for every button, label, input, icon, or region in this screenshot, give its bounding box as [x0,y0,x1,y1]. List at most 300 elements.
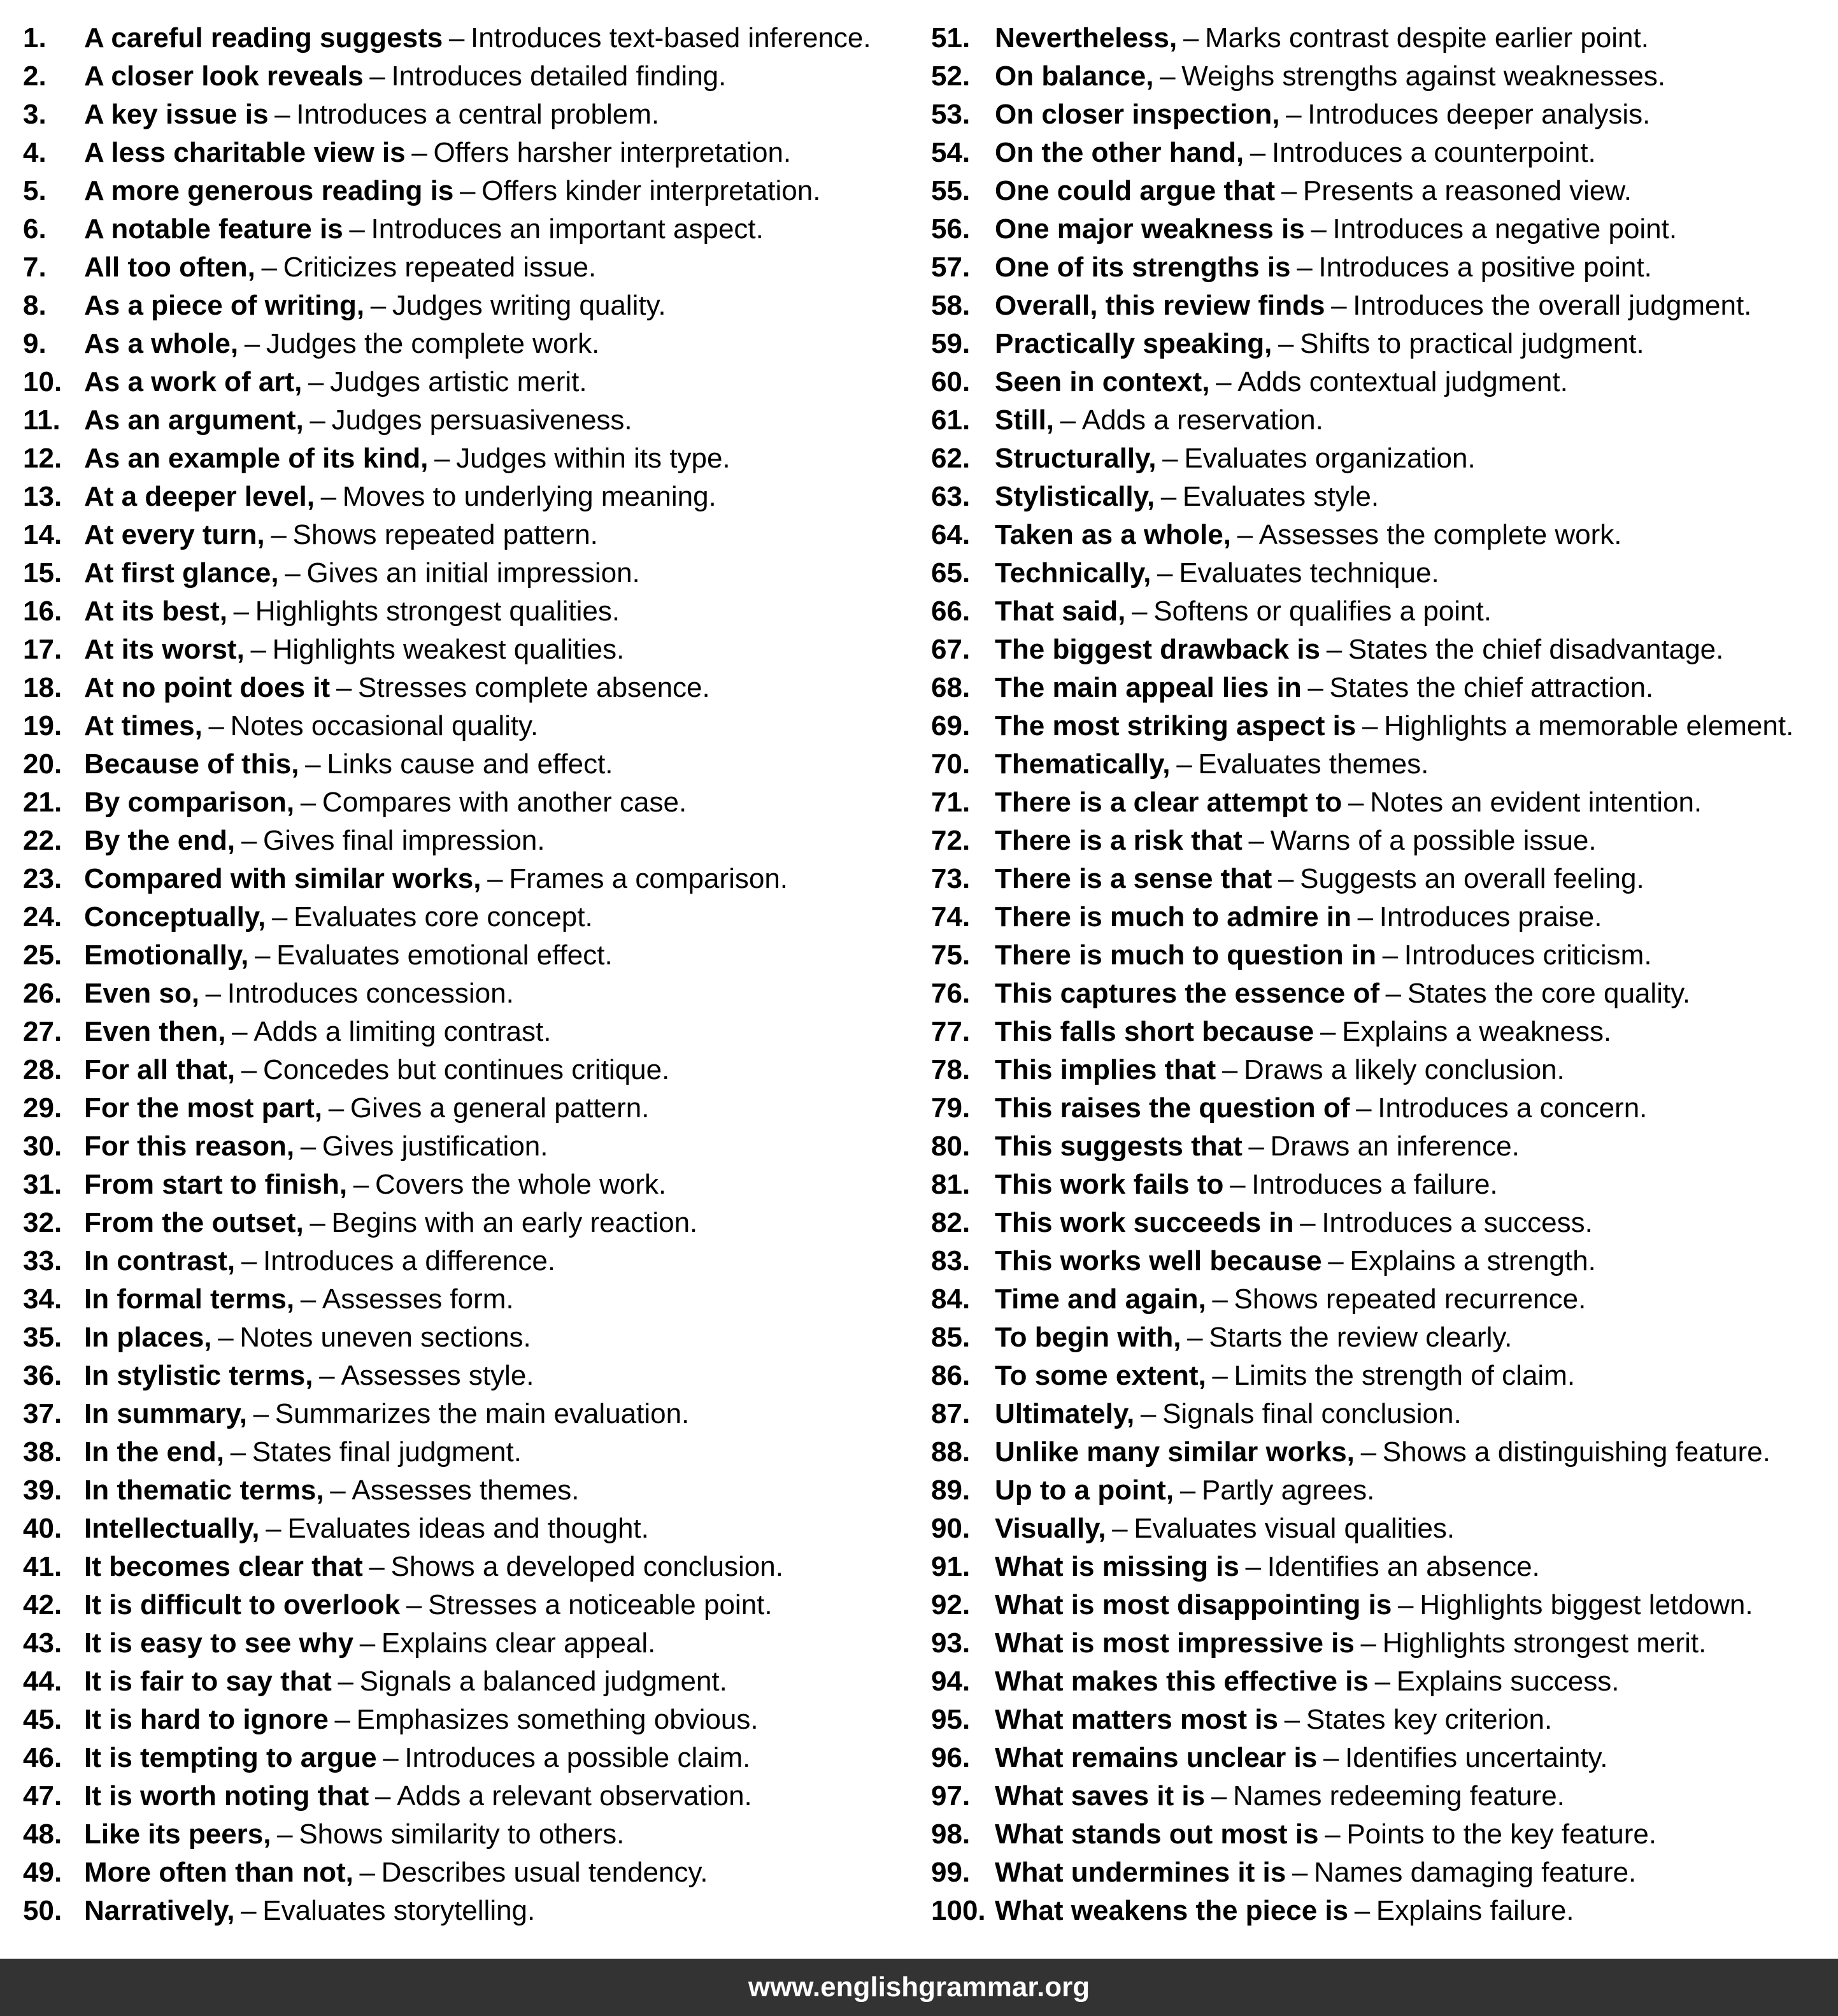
item-text [995,1089,1647,1127]
dash-separator: – [300,1131,317,1162]
list-item [23,1051,927,1089]
item-text [995,822,1597,860]
item-phrase: It becomes clear that [84,1551,363,1582]
dash-separator: – [241,1054,257,1085]
list-item [931,401,1835,440]
dash-separator: – [1112,1513,1128,1544]
list-item [23,287,927,325]
item-phrase: At every turn, [84,519,265,550]
item-phrase: For all that, [84,1054,236,1085]
item-number: 13. [23,481,62,512]
dash-separator: – [241,1245,257,1276]
item-description: Moves to underlying meaning. [342,481,716,512]
list-item [23,1739,927,1777]
item-number: 15. [23,557,62,589]
item-text [84,401,632,440]
item-number: 68. [931,672,971,703]
item-phrase: What saves it is [995,1780,1206,1812]
item-phrase: There is a clear attempt to [995,787,1343,818]
item-description: Adds contextual judgment. [1237,366,1568,397]
item-text [84,592,620,631]
item-number: 56. [931,213,971,245]
list-item [931,440,1835,478]
list-item [931,1854,1835,1892]
item-phrase: This suggests that [995,1131,1243,1162]
item-text [995,1166,1498,1204]
item-text [995,1624,1706,1662]
list-item [931,1280,1835,1319]
list-item [23,19,927,57]
list-item [23,57,927,96]
item-text [84,1166,666,1204]
item-phrase: At its best, [84,596,227,627]
item-number: 79. [931,1092,971,1124]
item-text [995,1815,1656,1854]
list-item [23,669,927,707]
item-text [995,745,1428,783]
item-number: 35. [23,1322,62,1353]
item-phrase: Even so, [84,978,199,1009]
list-item [23,936,927,975]
dash-separator: – [1157,557,1173,589]
dash-separator: – [353,1169,369,1200]
list-item [23,860,927,898]
list-item [931,1624,1835,1662]
dash-separator: – [1176,748,1192,780]
dash-separator: – [330,1475,346,1506]
item-text [84,134,791,172]
item-description: Adds a limiting contrast. [253,1016,552,1047]
item-description: Highlights strongest merit. [1382,1627,1707,1659]
list-item [23,1395,927,1433]
item-text [84,669,710,707]
item-phrase: One major weakness is [995,213,1305,245]
item-number: 26. [23,978,62,1009]
item-number: 10. [23,366,62,397]
item-number: 43. [23,1627,62,1659]
item-description: Begins with an early reaction. [331,1207,698,1238]
item-text [995,975,1690,1013]
list-item [931,478,1835,516]
item-phrase: Intellectually, [84,1513,260,1544]
list-item [23,363,927,401]
item-number: 47. [23,1780,62,1812]
item-phrase: By the end, [84,825,236,856]
item-description: Adds a relevant observation. [397,1780,752,1812]
list-item [23,1357,927,1395]
dash-separator: – [1248,825,1264,856]
item-description: Warns of a possible issue. [1270,825,1597,856]
list-column-right [931,19,1835,1930]
item-text [995,707,1793,745]
dash-separator: – [359,1857,375,1888]
item-number: 16. [23,596,62,627]
item-phrase: As a whole, [84,328,239,359]
list-item [931,96,1835,134]
item-text [995,1701,1552,1739]
item-text [84,19,871,57]
item-text [995,1127,1520,1166]
item-number: 20. [23,748,62,780]
item-description: Identifies an absence. [1267,1551,1540,1582]
list-item [931,1662,1835,1701]
list-item [931,898,1835,936]
item-number: 9. [23,328,46,359]
item-phrase: Unlike many similar works, [995,1436,1355,1468]
item-description: Partly agrees. [1201,1475,1375,1506]
item-number: 75. [931,940,971,971]
item-phrase: Conceptually, [84,901,266,933]
item-number: 46. [23,1742,62,1773]
list-item [931,1548,1835,1586]
item-phrase: By comparison, [84,787,295,818]
item-text [84,1854,708,1892]
item-text [84,1319,531,1357]
dash-separator: – [369,61,385,92]
item-phrase: What weakens the piece is [995,1895,1349,1926]
dash-separator: – [305,748,321,780]
item-description: Introduces a success. [1322,1207,1593,1238]
list-item [23,1204,927,1242]
item-number: 95. [931,1704,971,1735]
item-description: Offers harsher interpretation. [433,137,792,168]
item-phrase: Nevertheless, [995,22,1178,54]
item-description: States the chief attraction. [1329,672,1654,703]
list-item [931,325,1835,363]
item-description: Evaluates style. [1182,481,1379,512]
item-number: 72. [931,825,971,856]
item-text [995,363,1568,401]
item-description: Evaluates emotional effect. [276,940,613,971]
list-item [931,1739,1835,1777]
item-phrase: A less charitable view is [84,137,406,168]
dash-separator: – [370,290,387,321]
item-text [84,363,587,401]
item-text [995,1280,1586,1319]
dash-separator: – [359,1627,376,1659]
list-item [931,1471,1835,1510]
list-item [931,1051,1835,1089]
dash-separator: – [253,1398,269,1429]
list-item [931,287,1835,325]
item-text [84,1739,750,1777]
item-description: Introduces a concern. [1378,1092,1648,1124]
item-number: 37. [23,1398,62,1429]
item-text [84,1395,689,1433]
footer-url: www.englishgrammar.org [748,1971,1090,2003]
item-description: Suggests an overall feeling. [1300,863,1644,894]
dash-separator: – [255,940,271,971]
item-description: Introduces a failure. [1251,1169,1498,1200]
item-phrase: The most striking aspect is [995,710,1357,741]
item-phrase: Structurally, [995,443,1157,474]
item-number: 7. [23,252,46,283]
dash-separator: – [1300,1207,1316,1238]
item-phrase: Like its peers, [84,1819,271,1850]
dash-separator: – [1328,1245,1344,1276]
dash-separator: – [208,710,224,741]
item-number: 22. [23,825,62,856]
item-description: Compares with another case. [322,787,687,818]
dash-separator: – [1356,1092,1372,1124]
item-description: Introduces a possible claim. [404,1742,751,1773]
item-text [84,1013,551,1051]
item-phrase: What undermines it is [995,1857,1286,1888]
item-text [995,1548,1540,1586]
item-phrase: For this reason, [84,1131,295,1162]
item-number: 81. [931,1169,971,1200]
dash-separator: – [1281,175,1297,206]
item-phrase: As a piece of writing, [84,290,365,321]
dash-separator: – [300,787,317,818]
item-text [995,287,1751,325]
item-number: 64. [931,519,971,550]
dash-separator: – [338,1666,353,1697]
item-text [84,516,598,554]
item-description: Introduces concession. [227,978,514,1009]
item-number: 94. [931,1666,971,1697]
list-item [23,1854,927,1892]
dash-separator: – [274,99,290,130]
dash-separator: – [300,1283,317,1315]
item-phrase: Time and again, [995,1283,1206,1315]
list-item [931,1701,1835,1739]
item-description: Highlights strongest qualities. [255,596,620,627]
item-phrase: Still, [995,404,1054,436]
item-phrase: Up to a point, [995,1475,1174,1506]
item-description: Evaluates core concept. [294,901,593,933]
item-description: Introduces a counterpoint. [1271,137,1596,168]
dash-separator: – [1140,1398,1157,1429]
item-phrase: A key issue is [84,99,269,130]
item-number: 90. [931,1513,971,1544]
item-description: Judges the complete work. [266,328,600,359]
item-number: 70. [931,748,971,780]
item-description: Shows repeated pattern. [292,519,598,550]
item-phrase: In formal terms, [84,1283,295,1315]
item-phrase: To some extent, [995,1360,1206,1391]
list-item [23,210,927,248]
list-item [23,134,927,172]
item-phrase: In contrast, [84,1245,236,1276]
item-phrase: Even then, [84,1016,226,1047]
item-text [995,1892,1574,1930]
item-number: 34. [23,1283,62,1315]
item-number: 58. [931,290,971,321]
item-phrase: Thematically, [995,748,1171,780]
item-description: Limits the strength of claim. [1234,1360,1576,1391]
list-item [931,19,1835,57]
dash-separator: – [285,557,301,589]
list-item [931,1777,1835,1815]
item-number: 84. [931,1283,971,1315]
item-number: 38. [23,1436,62,1468]
item-phrase: As an argument, [84,404,304,436]
item-phrase: Practically speaking, [995,328,1272,359]
item-number: 1. [23,22,46,54]
item-number: 36. [23,1360,62,1391]
dash-separator: – [1237,519,1253,550]
list-item [931,1395,1835,1433]
item-number: 57. [931,252,971,283]
item-number: 59. [931,328,971,359]
item-description: Evaluates technique. [1179,557,1439,589]
item-text [995,325,1644,363]
list-item [23,516,927,554]
item-phrase: What makes this effective is [995,1666,1369,1697]
item-description: Evaluates organization. [1184,443,1476,474]
dash-separator: – [250,634,266,665]
item-number: 40. [23,1513,62,1544]
item-description: Marks contrast despite earlier point. [1205,22,1649,54]
item-text [84,631,624,669]
item-phrase: What is missing is [995,1551,1239,1582]
item-description: Evaluates storytelling. [262,1895,536,1926]
dash-separator: – [261,252,277,283]
item-text [84,707,538,745]
item-phrase: It is easy to see why [84,1627,354,1659]
item-number: 88. [931,1436,971,1468]
item-description: Evaluates ideas and thought. [287,1513,649,1544]
item-description: Highlights weakest qualities. [272,634,625,665]
list-item [23,631,927,669]
item-phrase: What is most disappointing is [995,1589,1392,1620]
dash-separator: – [1311,213,1327,245]
item-description: Draws a likely conclusion. [1244,1054,1565,1085]
list-item [931,936,1835,975]
item-description: Explains clear appeal. [381,1627,656,1659]
item-phrase: Because of this, [84,748,299,780]
item-phrase: Seen in context, [995,366,1210,397]
dash-separator: – [1212,1283,1228,1315]
footer-bar [0,1959,1838,2016]
item-description: Signals a balanced judgment. [359,1666,727,1697]
dash-separator: – [205,978,222,1009]
list-item [931,783,1835,822]
item-phrase: At times, [84,710,203,741]
item-text [995,210,1677,248]
item-description: Highlights biggest letdown. [1420,1589,1753,1620]
dash-separator: – [1354,1895,1371,1926]
item-number: 50. [23,1895,62,1926]
item-text [84,1433,522,1471]
item-number: 11. [23,404,61,436]
list-item [931,1204,1835,1242]
item-number: 30. [23,1131,62,1162]
item-number: 69. [931,710,971,741]
item-phrase: This implies that [995,1054,1216,1085]
item-number: 98. [931,1819,971,1850]
item-description: Highlights a memorable element. [1384,710,1794,741]
dash-separator: – [1250,137,1266,168]
item-number: 73. [931,863,971,894]
dash-separator: – [1222,1054,1238,1085]
item-description: Judges writing quality. [392,290,666,321]
list-item [931,1357,1835,1395]
dash-separator: – [1286,99,1302,130]
item-phrase: At a deeper level, [84,481,315,512]
item-text [84,325,599,363]
item-description: States key criterion. [1306,1704,1553,1735]
item-description: Covers the whole work. [374,1169,667,1200]
list-item [23,554,927,592]
item-phrase: As a work of art, [84,366,303,397]
dash-separator: – [1183,22,1199,54]
list-item [23,325,927,363]
item-text [995,1395,1462,1433]
item-text [995,1433,1770,1471]
item-description: Explains a weakness. [1342,1016,1612,1047]
item-number: 62. [931,443,971,474]
item-description: Shows a distinguishing feature. [1382,1436,1770,1468]
dash-separator: – [1162,443,1178,474]
list-item [23,1777,927,1815]
list-item [931,516,1835,554]
item-description: Introduces detailed finding. [391,61,727,92]
list-item [23,1586,927,1624]
item-text [995,1242,1596,1280]
dash-separator: – [1248,1131,1264,1162]
dash-separator: – [383,1742,399,1773]
dash-separator: – [1211,1780,1227,1812]
item-phrase: It is worth noting that [84,1780,369,1812]
item-description: Evaluates themes. [1198,748,1429,780]
dash-separator: – [277,1819,293,1850]
dash-separator: – [1326,634,1343,665]
item-description: Weighs strengths against weaknesses. [1181,61,1666,92]
list-item [931,1510,1835,1548]
item-phrase: On closer inspection, [995,99,1280,130]
item-text [84,96,659,134]
item-text [84,1586,773,1624]
item-description: Gives an initial impression. [306,557,640,589]
item-text [995,1319,1512,1357]
item-text [995,1586,1753,1624]
item-text [995,172,1632,210]
item-description: States final judgment. [252,1436,522,1468]
list-item [23,248,927,287]
list-item [23,1701,927,1739]
item-text [995,1662,1619,1701]
item-text [84,1892,535,1930]
item-text [84,898,593,936]
dash-separator: – [1374,1666,1391,1697]
list-item [931,1166,1835,1204]
list-item [931,707,1835,745]
list-item [931,1013,1835,1051]
item-description: Points to the key feature. [1346,1819,1657,1850]
dash-separator: – [271,519,287,550]
item-description: Explains failure. [1376,1895,1574,1926]
item-number: 2. [23,61,46,92]
item-number: 86. [931,1360,971,1391]
item-description: Softens or qualifies a point. [1153,596,1492,627]
item-text [84,1357,534,1395]
item-phrase: A notable feature is [84,213,343,245]
item-text [84,1624,655,1662]
list-column-left [23,19,927,1930]
item-number: 63. [931,481,971,512]
item-phrase: The biggest drawback is [995,634,1321,665]
item-number: 39. [23,1475,62,1506]
item-text [995,1777,1565,1815]
list-item [23,440,927,478]
list-item [931,822,1835,860]
dash-separator: – [369,1551,385,1582]
item-text [84,1815,624,1854]
item-description: Signals final conclusion. [1162,1398,1462,1429]
item-description: Gives final impression. [262,825,545,856]
